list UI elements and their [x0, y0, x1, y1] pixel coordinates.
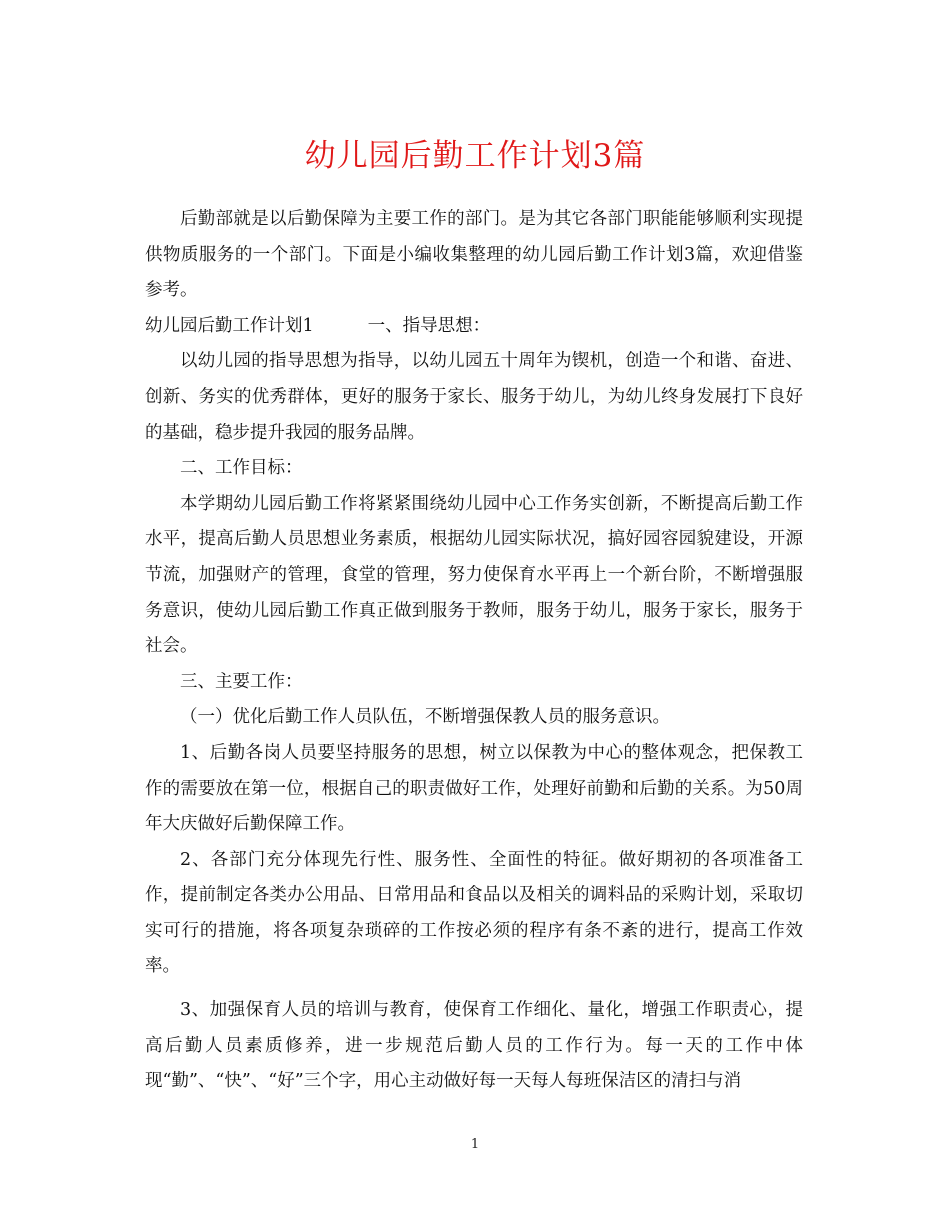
document-title: 幼儿园后勤工作计划3篇 — [304, 138, 646, 174]
guiding-thought-paragraph: 以幼儿园的指导思想为指导，以幼儿园五十周年为锲机，创造一个和谐、奋进、创新、务实的优秀群体，更好的服务于家长、服务于幼儿，为幼儿终身发展打下良好的基础，稳步提升我园的服务品牌。 — [145, 351, 803, 443]
item-1-paragraph: 1、后勤各岗人员要坚持服务的思想，树立以保教为中心的整体观念，把保教工作的需要放在第一位，根据自己的职责做好工作，处理好前勤和后勤的关系。为50周年大庆做好后勤保障工作。 — [145, 742, 803, 835]
intro-paragraph: 后勤部就是以后勤保障为主要工作的部门。是为其它各部门职能能够顺利实现提供物质服务的一个部门。下面是小编收集整理的幼儿园后勤工作计划3篇，欢迎借鉴参考。 — [145, 209, 803, 301]
subheading-optimize-staff: （一）优化后勤工作人员队伍，不断增强保教人员的服务意识。 — [180, 707, 670, 728]
item-2-paragraph: 2、各部门充分体现先行性、服务性、全面性的特征。做好期初的各项准备工作，提前制定各类办公用品、日常用品和食品以及相关的调料品的采购计划，采取切实可行的措施，将各项复杂琐碎的工作按必须的程序有条不紊的进行，提高工作效率。 — [145, 849, 803, 977]
heading-work-goals: 二、工作目标： — [180, 458, 303, 479]
document-body — [145, 202, 803, 1100]
item-3-paragraph: 3、加强保育人员的培训与教育，使保育工作细化、量化，增强工作职责心，提高后勤人员素质修养，进一步规范后勤人员的工作行为。每一天的工作中体现“勤”、“快”、“好”三个字，用心主动做好每一天每人每班保洁区的清扫与消 — [145, 1000, 803, 1092]
section-heading-line — [145, 309, 803, 345]
section1-title: 幼儿园后勤工作计划1 — [145, 315, 314, 336]
heading-main-work: 三、主要工作： — [180, 671, 303, 692]
page-number: 1 — [470, 1137, 480, 1152]
work-goals-paragraph: 本学期幼儿园后勤工作将紧紧围绕幼儿园中心工作务实创新，不断提高后勤工作水平，提高后勤人员思想业务素质，根据幼儿园实际状况，搞好园容园貌建设，开源节流，加强财产的管理，食堂的管理，努力使保育水平再上一个新台阶，不断增强服务意识，使幼儿园后勤工作真正做到服务于教师，服务于幼儿，服务于家长，服务于社会。 — [145, 493, 803, 657]
heading-guiding-thought: 一、指导思想： — [367, 315, 491, 336]
